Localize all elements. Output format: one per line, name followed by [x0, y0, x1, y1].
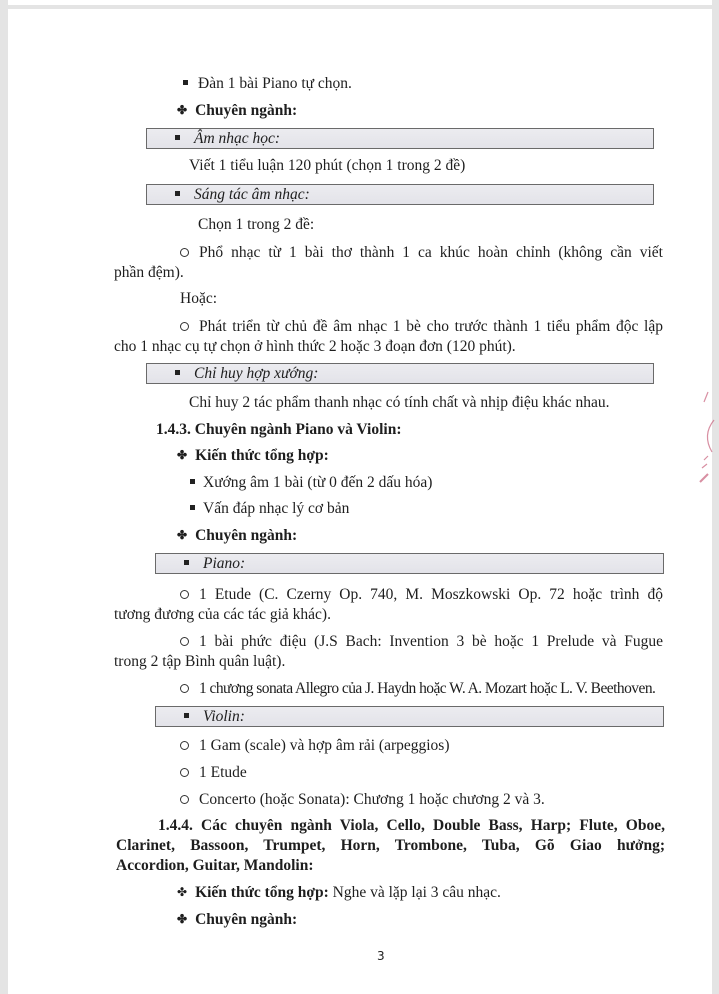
list-item-text: 1 Etude (C. Czerny Op. 740, M. Moszkowski Op. 72 hoặc trình độ	[199, 586, 663, 603]
list-item	[190, 500, 349, 518]
list-item-text: Đàn 1 bài Piano tự chọn.	[198, 75, 352, 92]
box-label-text: Violin:	[203, 708, 245, 725]
square-bullet-icon	[190, 505, 195, 510]
red-stamp-mark	[694, 390, 718, 490]
square-bullet-icon	[175, 135, 180, 140]
circle-bullet-icon	[180, 590, 189, 599]
list-item-text: 1 chương sonata Allegro của J. Haydn hoặc W. A. Mozart hoặc L. V. Beethoven.	[199, 680, 656, 697]
list-item-text: 1 bài phức điệu (J.S Bach: Invention 3 bè hoặc 1 Prelude và Fugue	[199, 633, 663, 650]
diamond-bullet-icon: ✤	[177, 448, 188, 462]
list-item	[183, 75, 352, 93]
section-heading: 1.4.4. Các chuyên ngành Viola, Cello, Double Bass, Harp; Flute, Oboe,	[158, 817, 665, 834]
square-bullet-icon	[190, 479, 195, 484]
list-item-text: Xướng âm 1 bài (từ 0 đến 2 dấu hóa)	[203, 474, 433, 491]
list-item-continuation: cho 1 nhạc cụ tự chọn ở hình thức 2 hoặc 3 đoạn đơn (120 phút).	[114, 338, 516, 355]
square-bullet-icon	[184, 713, 189, 718]
circle-bullet-icon	[180, 248, 189, 257]
list-item	[190, 474, 432, 492]
list-item-continuation: tương đương của các tác giả khác).	[114, 606, 331, 623]
paragraph: Viết 1 tiểu luận 120 phút (chọn 1 trong 2 đề)	[189, 157, 466, 174]
diamond-bullet-icon: ✤	[177, 103, 188, 117]
list-item	[180, 791, 545, 809]
square-bullet-icon	[175, 191, 180, 196]
box-label-text: Chỉ huy hợp xướng:	[194, 365, 319, 382]
list-item	[180, 764, 247, 782]
subheading	[177, 884, 501, 902]
shaded-box-am-nhac-hoc	[146, 128, 654, 149]
paragraph: Chỉ huy 2 tác phẩm thanh nhạc có tính chất và nhịp điệu khác nhau.	[189, 394, 610, 411]
square-bullet-icon	[175, 370, 180, 375]
section-heading-continuation: Clarinet, Bassoon, Trumpet, Horn, Trombone, Tuba, Gõ Giao hưởng;	[116, 837, 665, 854]
subheading	[177, 911, 297, 929]
shaded-box-chi-huy	[146, 363, 654, 384]
shaded-box-piano	[155, 553, 664, 574]
list-item-text: Phổ nhạc từ 1 bài thơ thành 1 ca khúc hoàn chỉnh (không cần viết	[199, 244, 663, 261]
box-label-text: Piano:	[203, 555, 246, 572]
box-label-text: Sáng tác âm nhạc:	[194, 186, 310, 203]
list-item-text: Vấn đáp nhạc lý cơ bản	[203, 500, 350, 517]
circle-bullet-icon	[180, 795, 189, 804]
page-number: 3	[377, 949, 385, 963]
shaded-box-violin	[155, 706, 664, 727]
list-item-text: Phát triển từ chủ đề âm nhạc 1 bè cho trước thành 1 tiểu phẩm độc lập	[199, 318, 663, 335]
subheading	[177, 447, 329, 465]
box-label	[175, 186, 310, 204]
box-label	[184, 555, 245, 573]
circle-bullet-icon	[180, 768, 189, 777]
list-item-continuation: phần đệm).	[114, 264, 184, 281]
circle-bullet-icon	[180, 741, 189, 750]
list-item	[180, 244, 663, 262]
shaded-box-sang-tac	[146, 184, 654, 205]
diamond-bullet-icon: ✤	[177, 912, 188, 926]
subheading-description: Nghe và lặp lại 3 câu nhạc.	[328, 884, 501, 901]
subheading-text: Chuyên ngành:	[195, 102, 298, 119]
circle-bullet-icon	[180, 637, 189, 646]
box-label-text: Âm nhạc học:	[194, 130, 281, 147]
subheading-text: Chuyên ngành:	[195, 527, 298, 544]
list-item-continuation: trong 2 tập Bình quân luật).	[114, 653, 286, 670]
subheading-text: Chuyên ngành:	[195, 911, 298, 928]
section-heading: 1.4.3. Chuyên ngành Piano và Violin:	[156, 421, 402, 438]
list-item-text: 1 Etude	[199, 764, 247, 781]
box-label	[175, 130, 280, 148]
list-item	[180, 680, 655, 698]
list-item	[180, 318, 663, 336]
previous-page-edge	[8, 0, 712, 5]
paragraph: Hoặc:	[180, 290, 218, 307]
list-item	[180, 586, 663, 604]
list-item	[180, 737, 450, 755]
diamond-bullet-icon: ✤	[177, 885, 188, 899]
box-label	[184, 708, 245, 726]
circle-bullet-icon	[180, 322, 189, 331]
section-heading-continuation: Accordion, Guitar, Mandolin:	[116, 857, 314, 874]
square-bullet-icon	[183, 80, 188, 85]
subheading-text: Kiến thức tổng hợp:	[195, 884, 329, 901]
list-item-text: 1 Gam (scale) và hợp âm rải (arpeggios)	[199, 737, 450, 754]
list-item	[180, 633, 663, 651]
subheading	[177, 527, 297, 545]
diamond-bullet-icon: ✤	[177, 528, 188, 542]
list-item-text: Concerto (hoặc Sonata): Chương 1 hoặc chương 2 và 3.	[199, 791, 545, 808]
paragraph: Chọn 1 trong 2 đề:	[198, 216, 315, 233]
subheading	[177, 102, 297, 120]
box-label	[175, 365, 318, 383]
square-bullet-icon	[184, 560, 189, 565]
circle-bullet-icon	[180, 684, 189, 693]
subheading-text: Kiến thức tổng hợp:	[195, 447, 329, 464]
